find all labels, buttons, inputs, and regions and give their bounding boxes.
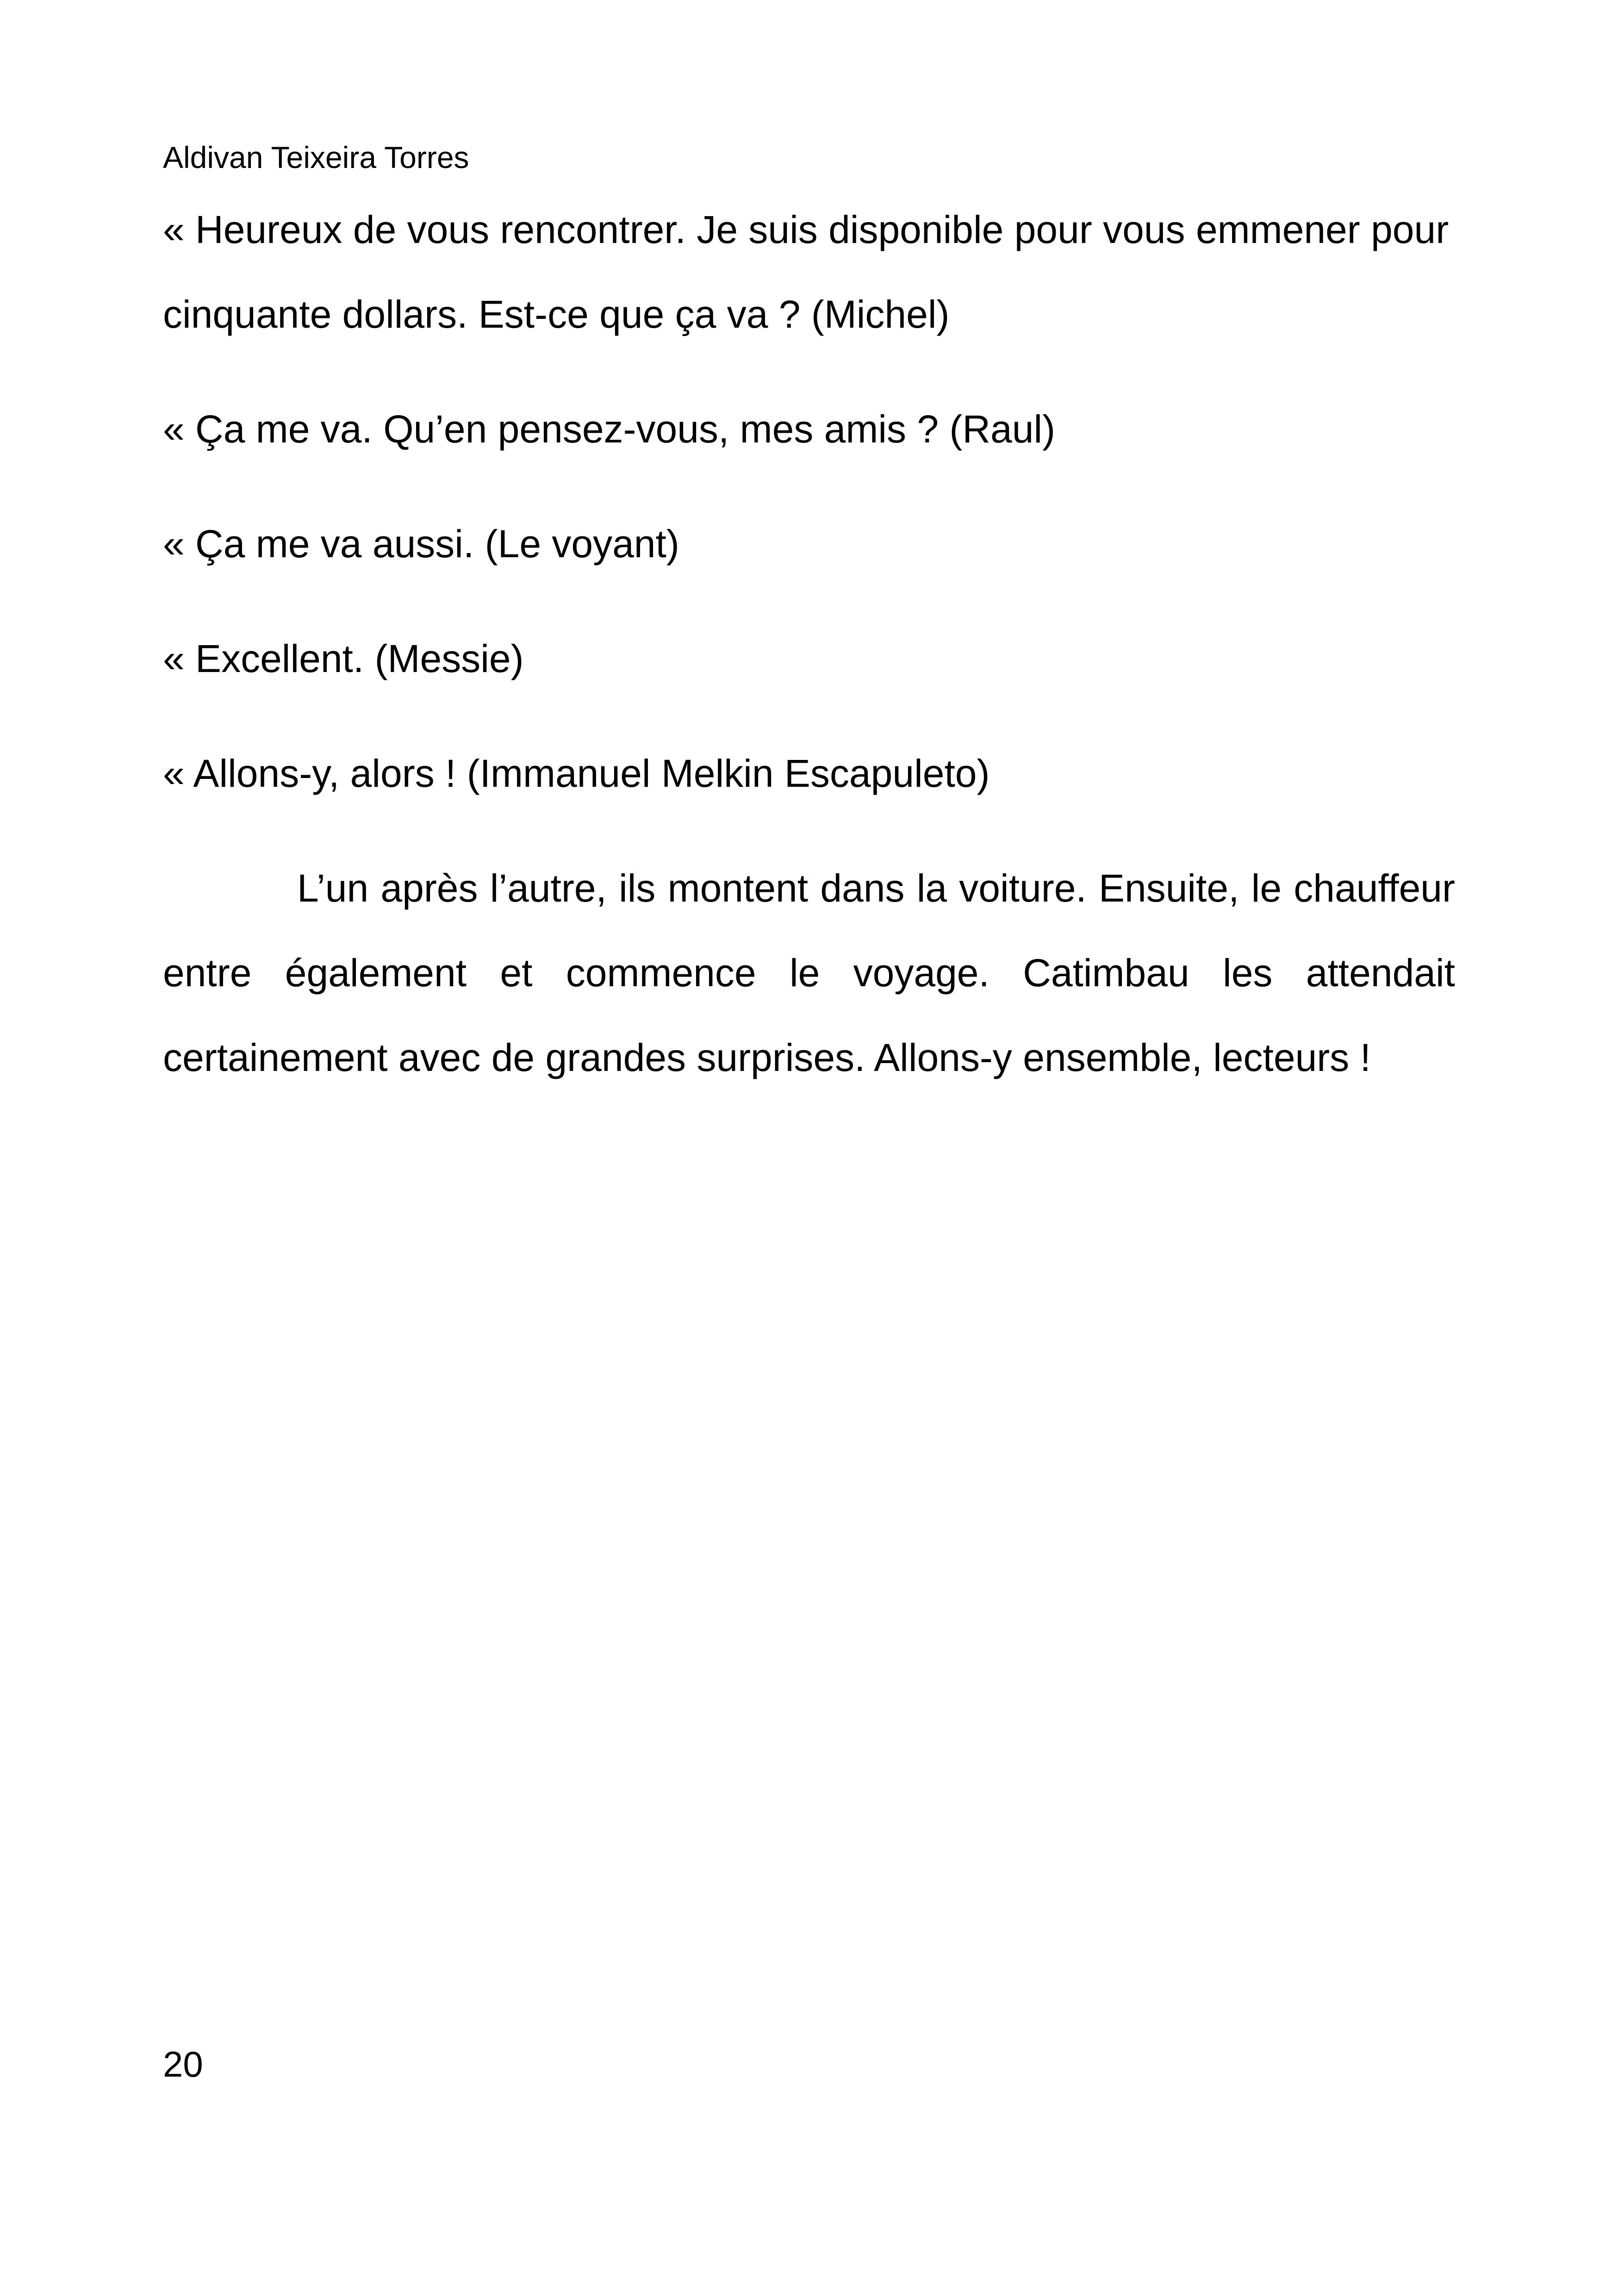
- dialogue-line-michel: « Heureux de vous rencontrer. Je suis disponible pour vous emmener pour cinquante dollars. Est-ce que ça va ? (Michel): [163, 208, 1449, 336]
- dialogue-line-voyant: « Ça me va aussi. (Le voyant): [163, 522, 679, 566]
- page-number: 20: [163, 2044, 203, 2084]
- page-body: [163, 187, 1455, 1100]
- dialogue-line-raul: « Ça me va. Qu’en pensez-vous, mes amis ? (Raul): [163, 407, 1056, 451]
- dialogue-line-immanuel: « Allons-y, alors ! (Immanuel Melkin Escapuleto): [163, 752, 990, 795]
- dialogue-line-messie: « Excellent. (Messie): [163, 637, 524, 680]
- running-header-author: Aldivan Teixeira Torres: [163, 140, 469, 174]
- narrative-paragraph: L’un après l’autre, ils montent dans la voiture. Ensuite, le chauffeur entre également et commence le voyage. Catimbau les attendait certainement avec de grandes surprises. Allons-y ensemble, lecteurs !: [163, 866, 1455, 1079]
